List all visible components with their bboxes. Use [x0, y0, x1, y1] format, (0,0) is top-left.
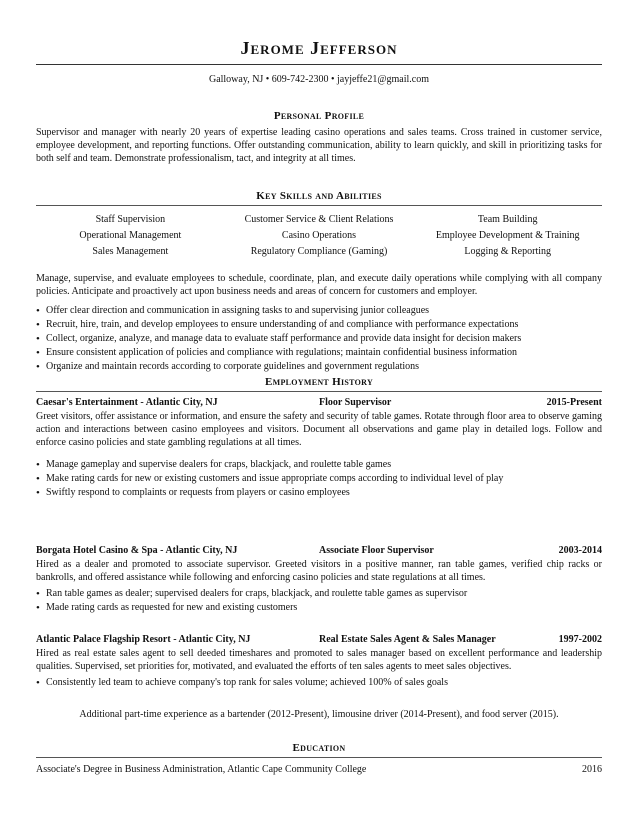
skill-item: Logging & Reporting [464, 246, 552, 257]
candidate-name: Jerome Jefferson [240, 38, 398, 58]
skill-item: Team Building [477, 214, 538, 225]
skill-item: Customer Service & Client Relations [244, 214, 394, 225]
job-bullet-list [36, 587, 602, 615]
list-item: • Recruit, hire, train, and develop employees to ensure understanding of and compliance with performance expectations [36, 318, 602, 332]
skills-bullet-list [36, 304, 602, 374]
job-header [36, 397, 602, 410]
skills-row [36, 244, 602, 260]
profile-text: Supervisor and manager with nearly 20 years of expertise leading casino operations and sales teams. Cross trained in customer service, employee development, and reporting functions. Offer outstanding communication, ability to learn quickly, and skill in prioritizing tasks for both self and team. Demonstrate professionalism, tact, and integrity at all times. [36, 127, 602, 164]
employment-divider [36, 391, 602, 392]
job-dates: 2003-2014 [558, 545, 602, 556]
skill-item: Casino Operations [281, 230, 357, 241]
education-heading: Education [292, 742, 346, 754]
profile-heading: Personal Profile [273, 110, 365, 122]
skills-row [36, 228, 602, 244]
job-dates: 2015-Present [546, 397, 602, 408]
job-dates: 1997-2002 [558, 634, 602, 645]
job-header [36, 634, 602, 647]
job-bullet-list [36, 676, 602, 690]
skill-item: Sales Management [92, 246, 169, 257]
skills-summary: Manage, supervise, and evaluate employees to schedule, coordinate, plan, and execute daily operations while complying with all company policies. Anticipate and proactively act upon business needs and areas of concern for customers and employer. [36, 273, 602, 297]
list-item: • Swiftly respond to complaints or requests from players or casino employees [36, 486, 602, 500]
list-item: • Manage gameplay and supervise dealers for craps, blackjack, and roulette table games [36, 458, 602, 472]
job-bullet-list [36, 458, 602, 500]
list-item: • Make rating cards for new or existing customers and issue appropriate comps according to individual level of play [36, 472, 602, 486]
skills-row [36, 212, 602, 228]
skill-item: Operational Management [79, 230, 182, 241]
additional-experience: Additional part-time experience as a bartender (2012-Present), limousine driver (2014-Present), and food server (2015). [79, 709, 559, 720]
list-item: • Offer clear direction and communication in assigning tasks to and supervising junior colleagues [36, 304, 602, 318]
skill-item: Employee Development & Training [435, 230, 580, 241]
list-item: • Ran table games as dealer; supervised dealers for craps, blackjack, and roulette table games as supervisor [36, 587, 602, 601]
education-entry [36, 764, 602, 777]
education-divider [36, 757, 602, 758]
job-company: Caesar's Entertainment - Atlantic City, NJ [36, 397, 218, 408]
job-title: Real Estate Sales Agent & Sales Manager [319, 634, 496, 645]
skills-divider [36, 205, 602, 206]
contact-line: Galloway, NJ • 609-742-2300 • jayjeffe21@gmail.com [208, 74, 430, 85]
job-title: Floor Supervisor [319, 397, 392, 408]
job-description: Hired as real estate sales agent to sell deeded timeshares and promoted to sales manager based on excellent performance and leadership qualities. Supervised, set priorities for, motivated, and evaluated the efforts of ten sales agents to meet sales objectives. [36, 648, 602, 672]
job-header [36, 545, 602, 558]
job-company: Atlantic Palace Flagship Resort - Atlantic City, NJ [36, 634, 251, 645]
education-degree: Associate's Degree in Business Administration, Atlantic Cape Community College [36, 764, 367, 775]
list-item: • Made rating cards as requested for new and existing customers [36, 601, 602, 615]
skills-grid [36, 212, 602, 260]
employment-heading: Employment History [264, 376, 374, 388]
skill-item: Staff Supervision [95, 214, 166, 225]
job-company: Borgata Hotel Casino & Spa - Atlantic City, NJ [36, 545, 238, 556]
job-description: Greet visitors, offer assistance or information, and ensure the safety and security of table games. Rotate through floor area to observe gaming action and interactions between casino employees and visitors. Document all observations and game play in detailed logs. Follow and enforce casino policies and state gambling regulations at all times. [36, 411, 602, 448]
skills-heading: Key Skills and Abilities [256, 190, 382, 202]
list-item: • Ensure consistent application of policies and compliance with regulations; maintain confidential business information [36, 346, 602, 360]
job-description: Hired as a dealer and promoted to associate supervisor. Greeted visitors in a positive manner, ran table games, verified chip racks or bankrolls, and offered assistance while following and enforcing casino policies and state regulations at all times. [36, 559, 602, 583]
header-divider [36, 64, 602, 65]
job-title: Associate Floor Supervisor [319, 545, 434, 556]
education-year: 2016 [582, 764, 602, 775]
list-item: • Consistently led team to achieve company's top rank for sales volume; achieved 100% of sales goals [36, 676, 602, 690]
skill-item: Regulatory Compliance (Gaming) [250, 246, 388, 257]
list-item: • Organize and maintain records according to corporate guidelines and government regulations [36, 360, 602, 374]
list-item: • Collect, organize, analyze, and manage data to evaluate staff performance and provide data insight for decision makers [36, 332, 602, 346]
